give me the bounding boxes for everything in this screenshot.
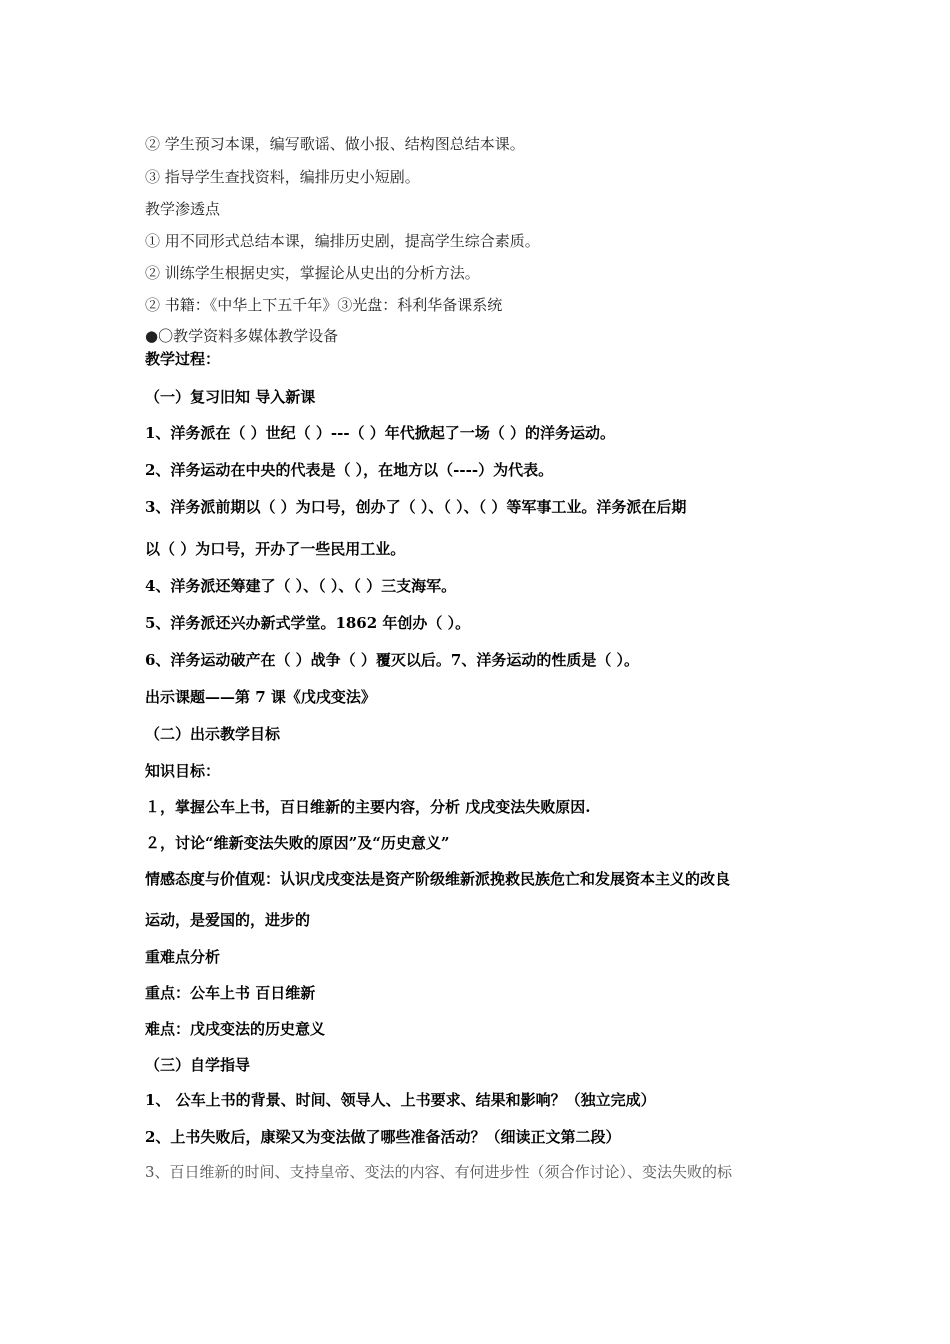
text-line: 1、洋务派在（ ）世纪（ ）---（ ）年代掀起了一场（ ）的洋务运动。 bbox=[145, 424, 616, 442]
text-line: ② 训练学生根据史实，掌握论从史出的分析方法。 bbox=[145, 264, 480, 282]
text-line: 3、百日维新的时间、支持皇帝、变法的内容、有何进步性（须合作讨论）、变法失败的标 bbox=[145, 1163, 733, 1181]
text-line: ③ 指导学生查找资料，编排历史小短剧。 bbox=[145, 168, 420, 186]
text-line: 1、 公车上书的背景、时间、领导人、上书要求、结果和影响？（独立完成） bbox=[145, 1091, 656, 1109]
text-line: 教学过程： bbox=[145, 350, 221, 368]
text-line: 以（ ）为口号，开办了一些民用工业。 bbox=[145, 540, 406, 558]
text-line: ② 学生预习本课，编写歌谣、做小报、结构图总结本课。 bbox=[145, 135, 525, 153]
text-line: ２，讨论“维新变法失败的原因”及“历史意义” bbox=[145, 834, 450, 852]
text-line: １，掌握公车上书，百日维新的主要内容，分析 戊戌变法失败原因. bbox=[145, 798, 591, 816]
text-line: （二）出示教学目标 bbox=[145, 725, 281, 743]
text-line: 4、洋务派还筹建了（ ）、（ ）、（ ）三支海军。 bbox=[145, 577, 457, 595]
text-line: 重难点分析 bbox=[145, 948, 221, 966]
text-line: 2、上书失败后，康梁又为变法做了哪些准备活动？（细读正文第二段） bbox=[145, 1128, 621, 1146]
text-line: 情感态度与价值观：认识戊戌变法是资产阶级维新派挽救民族危亡和发展资本主义的改良 bbox=[145, 870, 731, 888]
text-line: 2、洋务运动在中央的代表是（ ），在地方以（----）为代表。 bbox=[145, 461, 554, 479]
text-line: ① 用不同形式总结本课，编排历史剧，提高学生综合素质。 bbox=[145, 232, 540, 250]
text-line: （三）自学指导 bbox=[145, 1056, 251, 1074]
text-line: ●〇教学资料多媒体教学设备 bbox=[145, 327, 339, 345]
text-line: 6、洋务运动破产在（ ）战争（ ）覆灭以后。7、洋务运动的性质是（ ）。 bbox=[145, 651, 640, 669]
text-line: 难点：戊戌变法的历史意义 bbox=[145, 1020, 326, 1038]
text-line: 运动，是爱国的，进步的 bbox=[145, 911, 311, 929]
text-line: 5、洋务派还兴办新式学堂。1862 年创办（ ）。 bbox=[145, 614, 471, 632]
text-line: ② 书籍：《中华上下五千年》③光盘：科利华备课系统 bbox=[145, 296, 503, 314]
text-line: 教学渗透点 bbox=[145, 200, 221, 218]
text-line: （一）复习旧知 导入新课 bbox=[145, 388, 316, 406]
text-line: 3、洋务派前期以（ ）为口号，创办了（ ）、（ ）、（ ）等军事工业。洋务派在后期 bbox=[145, 498, 687, 516]
text-line: 重点：公车上书 百日维新 bbox=[145, 984, 316, 1002]
text-line: 出示课题——第 7 课《戊戌变法》 bbox=[145, 688, 376, 706]
text-line: 知识目标： bbox=[145, 762, 221, 780]
